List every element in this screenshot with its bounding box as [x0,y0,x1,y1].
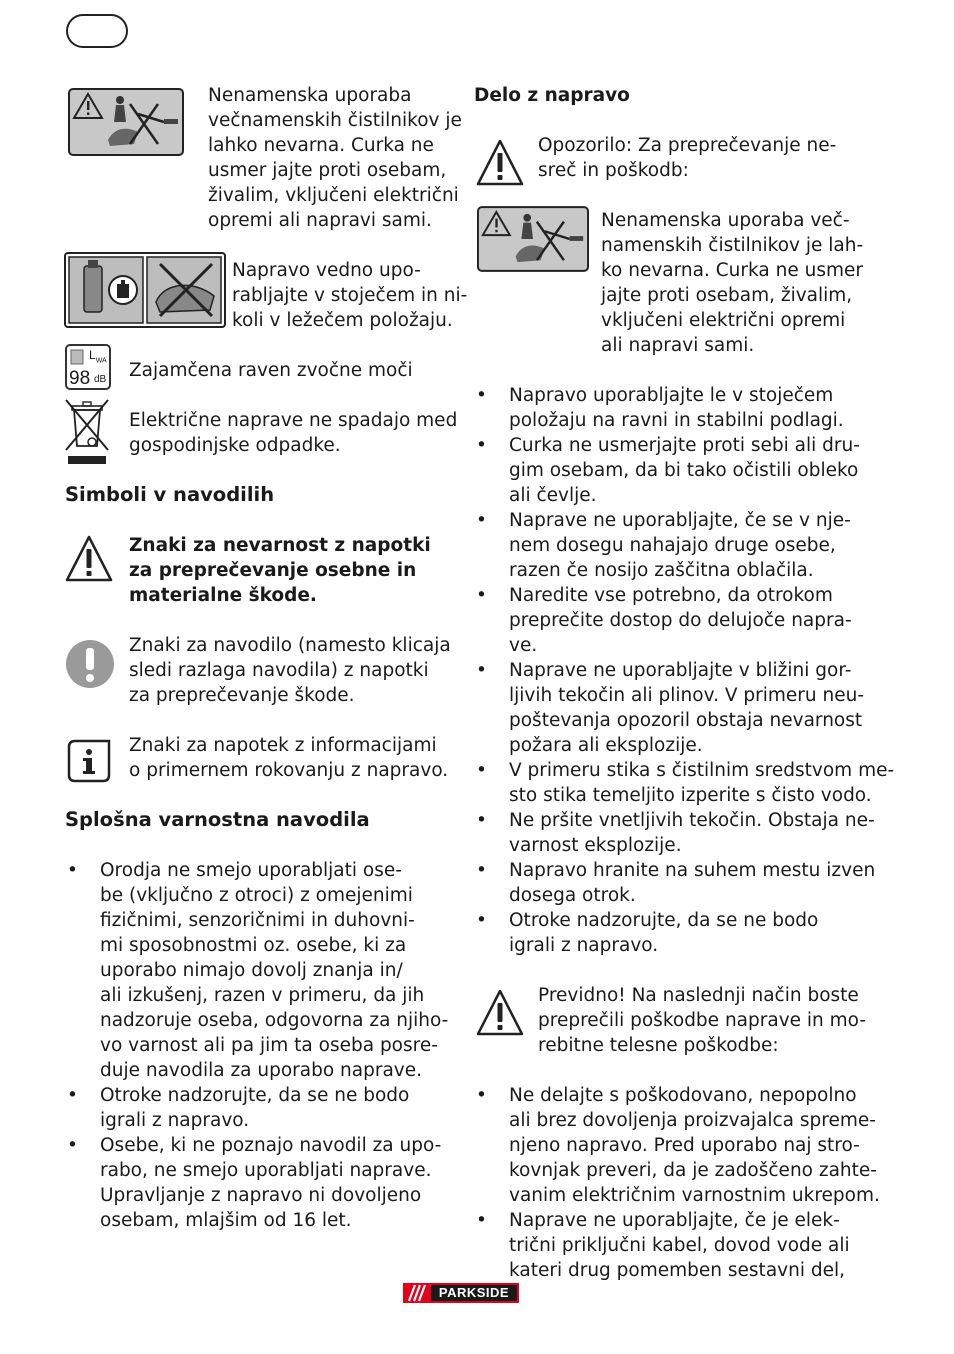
list-item: • Orodja ne smejo uporabljati ose- be (vključno z otroci) z omejenimi fizičnimi, senzoričnimi in duhovni- mi sposobnostmi oz. osebe, ki za uporabo nimajo dovolj znanja in/ ali izkušenj, razen v primeru, da jih nadzoruje oseba, odgovorna za njiho- vo varnost ali pa jim ta oseba posre- duje navodila za uporabo naprave. [65,858,448,1083]
list-item: • Ne delajte s poškodovano, nepopolno ali brez dovoljenja proizvajalca spreme- njeno napravo. Pred uporabo naj stro- kovnjak preveri, da je zadoščeno zahte- vanim električnim varnostnim ukrepom. [474,1083,880,1208]
sound-power-badge-icon [65,344,111,390]
list-item: • Naprave ne uporabljajte v bližini gor- ljivih tekočin ali plinov. V primeru neu- poštevanja opozoril obstaja nevarnost požara ali eksplozije. [474,658,894,758]
general-safety-heading: Splošna varnostna navodila [65,808,370,831]
instruction-exclamation-icon [65,639,115,689]
upright-operation-text: Napravo vedno upo- rabljajte v stoječem in ni- koli v ležečem položaju. [232,260,468,331]
instruction-sign-text: Znaki za navodilo (namesto klicaja sledi razlaga navodila) z napotki za preprečevanje škode. [129,635,451,706]
lwa-label: $L_{WA}$ [89,348,107,365]
danger-sign-text: Znaki za nevarnost z napotki za preprečevanje osebne in materialne škode. [129,535,431,606]
crossed-bin-icon [64,398,110,466]
spray-warning-pictogram-icon [477,206,589,272]
warning-text: Opozorilo: Za preprečevanje ne- sreč in poškodb: [538,135,837,181]
info-icon [67,739,111,783]
warning-triangle-icon [476,138,524,188]
caution-text: Previdno! Na naslednji način boste preprečili poškodbe naprave in mo- rebitne telesne poškodbe: [538,985,867,1056]
spray-warning-text: Nenamenska uporaba več- namenskih čistilnikov je lah- ko nevarna. Curka ne usmer jajte proti osebam, živalim, vključeni električni opremi ali napravi sami. [601,210,864,356]
language-badge [66,14,128,48]
caution-triangle-icon [476,988,524,1038]
logo-stripes-icon [403,1283,431,1303]
brand-name: PARKSIDE [431,1285,517,1301]
symbols-heading: Simboli v navodilih [65,483,275,506]
info-sign-text: Znaki za napotek z informacijami o primernem rokovanju z napravo. [129,735,449,781]
speaker-icon [70,349,84,365]
list-item: • Napravo hranite na suhem mestu izven dosega otrok. [474,858,894,908]
list-item: • Otroke nadzorujte, da se ne bodo igrali z napravo. [474,908,894,958]
list-item: • Naredite vse potrebno, da otrokom preprečite dostop do delujoče napra- ve. [474,583,894,658]
working-with-device-heading: Delo z napravo [474,85,630,106]
list-item: • Curka ne usmerjajte proti sebi ali dru- gim osebam, da bi tako očistili obleko ali čevlje. [474,433,894,508]
sound-power-text: Zajamčena raven zvočne moči [129,360,413,381]
spray-warning-pictogram-icon [68,88,184,156]
list-item: • Napravo uporabljajte le v stoječem položaju na ravni in stabilni podlagi. [474,383,894,433]
list-item: • Osebe, ki ne poznajo navodil za upo- rabo, ne smejo uporabljati naprave. Upravljanje z napravo ni dovoljeno osebam, mlajšim od 16 let. [65,1133,448,1233]
list-item: • Otroke nadzorujte, da se ne bodo igrali z napravo. [65,1083,448,1133]
list-item: • V primeru stika s čistilnim sredstvom me- sto stika temeljito izperite s čisto vodo. [474,758,894,808]
list-item: • Naprave ne uporabljajte, če je elek- trični priključni kabel, dovod vode ali kateri drug pomemben sestavni del, [474,1208,880,1283]
general-safety-list [65,858,448,1233]
sound-unit: dB [94,374,107,385]
danger-triangle-icon [65,534,113,584]
upright-operation-pictogram-icon [64,252,226,328]
working-safety-list [474,383,894,958]
list-item: • Naprave ne uporabljajte, če se v nje- nem dosegu nahajajo druge osebe, razen če nosijo zaščitna oblačila. [474,508,894,583]
spray-warning-text: Nenamenska uporaba večnamenskih čistilnikov je lahko nevarna. Curka ne usmer jajte proti osebam, živalim, vključeni električni opremi ali napravi sami. [208,85,462,231]
sound-value: 98 [69,368,91,389]
parkside-logo [403,1283,519,1303]
device-damage-list [474,1083,880,1283]
weee-text: Električne naprave ne spadajo med gospodinjske odpadke. [129,410,458,456]
list-item: • Ne pršite vnetljivih tekočin. Obstaja ne- varnost eksplozije. [474,808,894,858]
